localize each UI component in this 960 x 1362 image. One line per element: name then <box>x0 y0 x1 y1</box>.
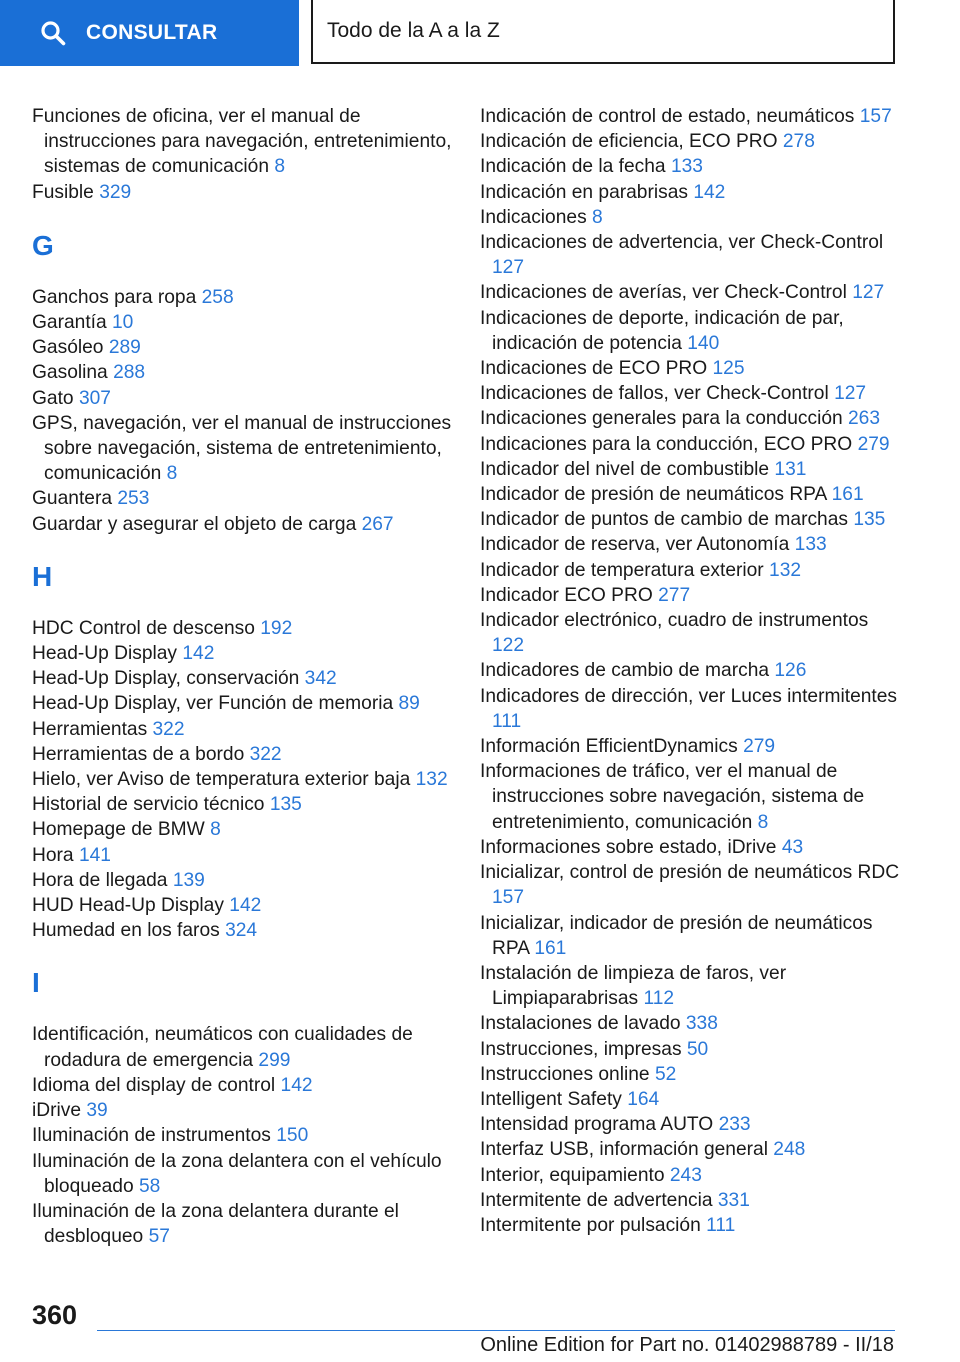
page-link[interactable]: 127 <box>492 257 525 279</box>
page-link[interactable]: 289 <box>108 337 141 359</box>
page-link[interactable]: 277 <box>658 584 691 606</box>
index-entry <box>480 482 900 507</box>
index-entry <box>480 835 900 860</box>
page-link[interactable]: 125 <box>712 358 745 380</box>
index-entry <box>480 356 900 381</box>
consultar-button[interactable] <box>0 0 299 66</box>
index-column-right <box>480 104 900 1238</box>
index-entry <box>480 507 900 532</box>
page-link[interactable]: 133 <box>670 156 703 178</box>
page-link[interactable]: 233 <box>718 1114 751 1136</box>
index-entry-text: Indicadores de dirección, ver Luces intermitentes <box>480 685 898 707</box>
index-entry <box>32 616 452 641</box>
page-link[interactable]: 342 <box>304 668 337 690</box>
edition-text: Online Edition for Part no. 01402988789 - II/18 <box>480 1334 894 1356</box>
index-entry <box>32 1123 452 1148</box>
page-link[interactable]: 278 <box>782 131 815 153</box>
page-link[interactable]: 126 <box>774 660 807 682</box>
index-entry <box>32 360 452 385</box>
index-entry <box>480 406 900 431</box>
index-entry <box>32 1149 452 1199</box>
page-link[interactable]: 243 <box>669 1164 702 1186</box>
index-entry <box>32 1098 452 1123</box>
index-entry-text: Gato <box>32 387 74 409</box>
page-number: 360 <box>32 1300 78 1330</box>
index-entry <box>32 335 452 360</box>
index-entry <box>480 104 900 129</box>
section-letter-i: I <box>32 967 40 999</box>
index-entry-text: Herramientas de a bordo <box>32 743 245 765</box>
page-link[interactable]: 10 <box>112 312 134 334</box>
index-entry-text: Informaciones de tráfico, ver el manual de instrucciones sobre navegación, sistema de entretenimiento, comunicación <box>480 761 865 833</box>
index-entry <box>480 608 900 658</box>
index-entry <box>32 893 452 918</box>
index-entry-text: Head-Up Display, conservación <box>32 668 300 690</box>
index-entry-text: Indicación de eficiencia, ECO PRO <box>480 131 778 153</box>
index-entry <box>32 285 452 310</box>
index-entry <box>480 759 900 835</box>
page-link[interactable]: 132 <box>769 559 802 581</box>
page-link[interactable]: 331 <box>717 1189 750 1211</box>
page-link[interactable]: 322 <box>152 718 185 740</box>
page-link[interactable]: 39 <box>86 1100 108 1122</box>
page-link[interactable]: 263 <box>848 408 881 430</box>
index-entry-text: Gasóleo <box>32 337 104 359</box>
page-link[interactable]: 192 <box>260 617 293 639</box>
index-entry-text: Idioma del display de control <box>32 1074 276 1096</box>
page-link[interactable]: 8 <box>166 463 178 485</box>
page-link[interactable]: 142 <box>182 643 215 665</box>
index-entry-text: Intensidad programa AUTO <box>480 1114 714 1136</box>
index-entry <box>480 230 900 280</box>
index-entry <box>480 1163 900 1188</box>
page-link[interactable]: 139 <box>172 869 205 891</box>
index-entry-text: Iluminación de instrumentos <box>32 1125 271 1147</box>
index-entry-text: Homepage de BMW <box>32 819 205 841</box>
index-entry <box>480 1137 900 1162</box>
index-entry-text: Indicador del nivel de combustible <box>480 458 770 480</box>
page-link[interactable]: 8 <box>274 156 286 178</box>
index-group-g <box>32 285 452 537</box>
search-icon <box>40 20 66 46</box>
index-entry <box>480 558 900 583</box>
index-entry <box>480 432 900 457</box>
index-entry-text: Ganchos para ropa <box>32 286 197 308</box>
page-link[interactable]: 161 <box>831 484 864 506</box>
index-group-continued <box>32 104 452 205</box>
index-entry <box>32 817 452 842</box>
index-entry-text: Intelligent Safety <box>480 1088 622 1110</box>
index-entry-text: Historial de servicio técnico <box>32 794 265 816</box>
index-entry-text: Instalación de limpieza de faros, ver Limpiaparabrisas <box>480 962 787 1010</box>
index-entry-text: Iluminación de la zona delantera con el vehículo bloqueado <box>32 1150 442 1197</box>
page-link[interactable]: 279 <box>743 736 776 758</box>
index-entry <box>480 1213 900 1238</box>
index-entry-text: Guantera <box>32 488 113 510</box>
page-link[interactable]: 258 <box>201 286 234 308</box>
page-link[interactable]: 8 <box>757 811 769 833</box>
index-entry-text: Intermitente por pulsación <box>480 1214 701 1236</box>
page-link[interactable]: 150 <box>276 1125 309 1147</box>
index-entry-text: Indicador de temperatura exterior <box>480 559 764 581</box>
index-column-left <box>32 104 452 1249</box>
page-link[interactable]: 112 <box>643 988 675 1010</box>
index-entry-text: Indicadores de cambio de marcha <box>480 660 770 682</box>
index-entry-text: Indicaciones para la conducción, ECO PRO <box>480 433 853 455</box>
index-entry <box>480 381 900 406</box>
page-link[interactable]: 142 <box>229 895 262 917</box>
page-link[interactable]: 248 <box>773 1139 806 1161</box>
index-entry <box>32 868 452 893</box>
page-link[interactable]: 161 <box>534 937 567 959</box>
page-link[interactable]: 329 <box>99 181 132 203</box>
page-link[interactable]: 89 <box>398 693 420 715</box>
index-entry-text: Indicador de puntos de cambio de marchas <box>480 509 848 531</box>
index-entry-text: GPS, navegación, ver el manual de instrucciones sobre navegación, sistema de entretenimiento, comunicación <box>32 412 452 485</box>
index-entry <box>32 104 452 180</box>
page-link[interactable]: 157 <box>859 106 892 127</box>
index-entry <box>480 129 900 154</box>
index-entry-text: Interfaz USB, información general <box>480 1139 768 1161</box>
index-entry-text: Indicador de presión de neumáticos RPA <box>480 484 827 506</box>
index-entry <box>32 918 452 943</box>
index-entry <box>32 310 452 335</box>
index-entry-text: Head-Up Display, ver Función de memoria <box>32 693 394 715</box>
page-link[interactable]: 338 <box>685 1013 718 1035</box>
page-link[interactable]: 307 <box>78 387 111 409</box>
index-entry <box>32 411 452 487</box>
index-entry-text: Indicación de la fecha <box>480 156 666 178</box>
index-entry <box>480 583 900 608</box>
index-entry <box>32 512 452 537</box>
index-entry <box>32 843 452 868</box>
index-entry-text: Identificación, neumáticos con cualidades de rodadura de emergencia <box>32 1024 413 1071</box>
index-entry <box>32 1073 452 1098</box>
index-entry <box>480 1188 900 1213</box>
page-link[interactable]: 132 <box>415 769 448 791</box>
page-link[interactable]: 57 <box>148 1226 170 1248</box>
index-entry-text: Humedad en los faros <box>32 920 220 942</box>
index-group-i <box>32 1022 452 1249</box>
index-entry-text: Indicación en parabrisas <box>480 181 688 203</box>
index-entry <box>32 180 452 205</box>
index-entry-text: Indicaciones de averías, ver Check-Control <box>480 282 847 304</box>
consultar-label: CONSULTAR <box>86 21 218 44</box>
page-link[interactable]: 164 <box>627 1088 660 1110</box>
index-group-h <box>32 616 452 944</box>
index-entry <box>480 306 900 356</box>
page-link[interactable]: 111 <box>492 710 522 732</box>
index-entry-text: Interior, equipamiento <box>480 1164 665 1186</box>
index-entry-text: Indicaciones de deporte, indicación de par, indicación de potencia <box>480 307 844 354</box>
page-link[interactable]: 8 <box>210 819 221 841</box>
index-entry <box>32 486 452 511</box>
index-entry <box>32 691 452 716</box>
page-link[interactable]: 142 <box>280 1074 313 1096</box>
index-entry-text: Intermitente de advertencia <box>480 1189 713 1211</box>
index-entry-text: Iluminación de la zona delantera durante el desbloqueo <box>32 1200 399 1248</box>
index-entry <box>32 666 452 691</box>
index-entry-text: Indicaciones <box>480 206 587 228</box>
page-link[interactable]: 52 <box>654 1063 677 1085</box>
index-entry <box>32 767 452 792</box>
index-entry-text: iDrive <box>32 1100 82 1122</box>
page-link[interactable]: 140 <box>687 332 720 354</box>
index-entry-text: Indicaciones de fallos, ver Check-Control <box>480 383 829 405</box>
page-link[interactable]: 142 <box>693 181 726 203</box>
index-entry <box>480 205 900 230</box>
section-letter-g: G <box>32 229 54 261</box>
index-entry <box>480 1037 900 1062</box>
index-entry-text: Garantía <box>32 312 107 334</box>
index-entry <box>480 658 900 683</box>
page-link[interactable]: 58 <box>138 1175 161 1197</box>
index-entry <box>480 1062 900 1087</box>
index-entry-text: Indicación de control de estado, neumáticos <box>480 106 855 127</box>
tab-a-z-label: Todo de la A a la Z <box>327 19 500 42</box>
index-entry-text: Funciones de oficina, ver el manual de instrucciones para navegación, entretenimiento, sistemas de comunicación <box>32 106 452 178</box>
index-entry-text: Inicializar, indicador de presión de neumáticos RPA <box>480 912 873 959</box>
page-link[interactable]: 253 <box>117 488 150 510</box>
index-entry <box>32 1022 452 1072</box>
page-link[interactable]: 122 <box>492 635 525 657</box>
index-entry-text: Indicador ECO PRO <box>480 584 653 606</box>
index-entry-text: Guardar y asegurar el objeto de carga <box>32 513 357 535</box>
index-entry-text: Indicador de reserva, ver Autonomía <box>480 534 790 556</box>
page-link[interactable]: 279 <box>857 433 890 455</box>
index-entry <box>480 961 900 1011</box>
index-entry <box>480 1087 900 1112</box>
index-entry-text: Instrucciones online <box>480 1063 650 1085</box>
index-entry <box>480 1112 900 1137</box>
footer-divider <box>97 1330 895 1331</box>
index-entry-text: HUD Head-Up Display <box>32 895 224 917</box>
tab-a-z[interactable] <box>311 0 895 64</box>
index-entry-text: Herramientas <box>32 718 148 740</box>
page-link[interactable]: 135 <box>269 794 302 816</box>
index-entry-text: Indicaciones generales para la conducción <box>480 408 843 430</box>
index-entry <box>480 154 900 179</box>
page-link[interactable]: 267 <box>361 513 394 535</box>
index-entry-text: Información EfficientDynamics <box>480 736 738 758</box>
index-entry-text: Hielo, ver Aviso de temperatura exterior baja <box>32 769 411 791</box>
page-header <box>0 0 960 66</box>
index-entry <box>480 1011 900 1036</box>
index-entry-text: HDC Control de descenso <box>32 617 255 639</box>
index-entry <box>480 280 900 305</box>
index-entry <box>32 386 452 411</box>
page-link[interactable]: 135 <box>853 509 886 531</box>
index-entry <box>480 684 900 734</box>
index-entry-text: Indicaciones de advertencia, ver Check-Control <box>480 232 884 254</box>
page-link[interactable]: 133 <box>794 534 827 556</box>
index-entry <box>32 742 452 767</box>
index-entry-text: Hora <box>32 844 74 866</box>
page-link[interactable]: 127 <box>852 282 885 304</box>
index-entry-text: Instrucciones, impresas <box>480 1038 682 1060</box>
index-entry <box>480 911 900 961</box>
index-entry <box>480 734 900 759</box>
page-link[interactable]: 43 <box>781 836 804 858</box>
index-entry-text: Indicador electrónico, cuadro de instrumentos <box>480 610 869 632</box>
index-entry-text: Instalaciones de lavado <box>480 1013 681 1035</box>
section-letter-h: H <box>32 560 53 592</box>
index-entry-text: Head-Up Display <box>32 643 178 665</box>
page-link[interactable]: 8 <box>592 206 603 228</box>
page-link[interactable]: 299 <box>258 1049 291 1071</box>
index-entry-text: Fusible <box>32 181 94 203</box>
index-entry <box>32 1199 452 1249</box>
index-entry-text: Indicaciones de ECO PRO <box>480 358 708 380</box>
index-group-i-continued <box>480 104 900 1238</box>
page-link[interactable]: 131 <box>774 458 807 480</box>
page-link[interactable]: 322 <box>249 743 282 765</box>
index-entry-text: Gasolina <box>32 362 108 384</box>
page-link[interactable]: 111 <box>706 1214 736 1236</box>
index-entry <box>480 532 900 557</box>
page-link[interactable]: 288 <box>113 362 146 384</box>
index-entry <box>480 180 900 205</box>
index-entry-text: Inicializar, control de presión de neumáticos RDC <box>480 862 900 884</box>
page-link[interactable]: 141 <box>78 844 111 866</box>
page-link[interactable]: 127 <box>834 383 867 405</box>
page-link[interactable]: 157 <box>492 887 525 909</box>
index-entry-text: Hora de llegada <box>32 869 168 891</box>
page-link[interactable]: 324 <box>225 920 258 942</box>
index-entry-text: Informaciones sobre estado, iDrive <box>480 836 777 858</box>
index-entry <box>32 717 452 742</box>
index-entry <box>32 792 452 817</box>
page-link[interactable]: 50 <box>686 1038 709 1060</box>
index-entry <box>32 641 452 666</box>
index-entry <box>480 457 900 482</box>
index-entry <box>480 860 900 910</box>
